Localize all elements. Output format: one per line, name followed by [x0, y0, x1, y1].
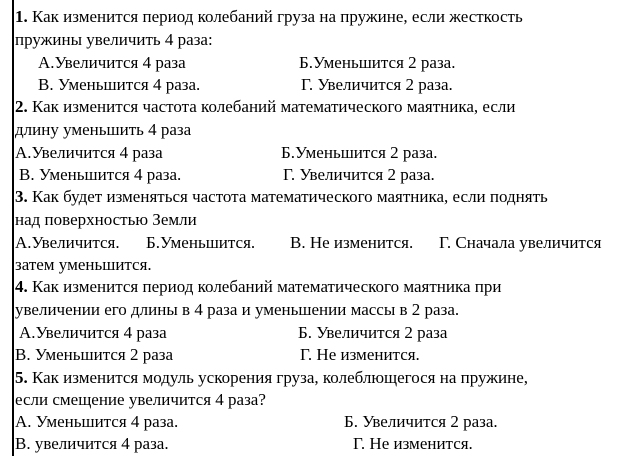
question-5-option-b: Б. Увеличится 2 раза. [344, 412, 498, 431]
question-3-option-a: А.Увеличится. [15, 233, 120, 252]
question-5-number: 5. [15, 368, 28, 387]
question-1-line-2: пружины увеличить 4 раза: [15, 30, 213, 49]
question-2-option-a: А.Увеличится 4 раза [15, 143, 163, 162]
question-5-option-c: В. увеличится 4 раза. [15, 434, 169, 453]
question-2-line-1 [15, 96, 516, 118]
question-3-option-b: Б.Уменьшится. [146, 233, 256, 252]
cropped-heading-fragment [246, 0, 366, 4]
question-1-option-d: Г. Увеличится 2 раза. [301, 75, 453, 94]
question-2-option-c: В. Уменьшится 4 раза. [19, 165, 182, 184]
question-5-line-2: если смещение увеличится 4 раза? [15, 390, 266, 409]
question-4-option-d: Г. Не изменится. [300, 345, 420, 364]
question-3-line-2: над поверхностью Земли [15, 210, 197, 229]
question-1-text-1: Как изменится период колебаний груза на пружине, если жесткость [27, 7, 523, 26]
question-2-option-d: Г. Увеличится 2 раза. [283, 165, 435, 184]
question-5-line-1 [15, 367, 528, 389]
question-1-option-a: А.Увеличится 4 раза [38, 53, 186, 72]
question-4-option-b: Б. Увеличится 2 раза [298, 323, 448, 342]
question-4-line-2: увеличении его длины в 4 раза и уменьшении массы в 2 раза. [15, 300, 460, 319]
question-1-line-1 [15, 6, 523, 28]
question-4-number: 4. [15, 277, 28, 296]
question-1-number: 1. [15, 7, 28, 26]
question-4-option-a: А.Увеличится 4 раза [19, 323, 167, 342]
question-3-option-d-continuation: затем уменьшится. [15, 255, 152, 274]
left-border-rule [12, 0, 14, 456]
question-1-option-c: В. Уменьшится 4 раза. [38, 75, 201, 94]
question-2-option-b: Б.Уменьшится 2 раза. [281, 143, 438, 162]
question-4-line-1 [15, 276, 501, 298]
question-3-option-d: Г. Сначала увеличится [439, 233, 602, 252]
question-3-line-1 [15, 186, 548, 208]
question-5-text-1: Как изменится модуль ускорения груза, колеблющегося на пружине, [27, 368, 529, 387]
question-3-text-1: Как будет изменяться частота математического маятника, если поднять [27, 187, 548, 206]
question-1-option-b: Б.Уменьшится 2 раза. [299, 53, 456, 72]
question-2-text-1: Как изменится частота колебаний математического маятника, если [27, 97, 516, 116]
question-5-option-a: А. Уменьшится 4 раза. [15, 412, 179, 431]
question-2-number: 2. [15, 97, 28, 116]
question-3-number: 3. [15, 187, 28, 206]
question-4-text-1: Как изменится период колебаний математического маятника при [27, 277, 502, 296]
question-4-option-c: В. Уменьшится 2 раза [15, 345, 174, 364]
question-2-line-2: длину уменьшить 4 раза [15, 120, 192, 139]
question-5-option-d: Г. Не изменится. [353, 434, 473, 453]
question-3-option-c: В. Не изменится. [290, 233, 414, 252]
